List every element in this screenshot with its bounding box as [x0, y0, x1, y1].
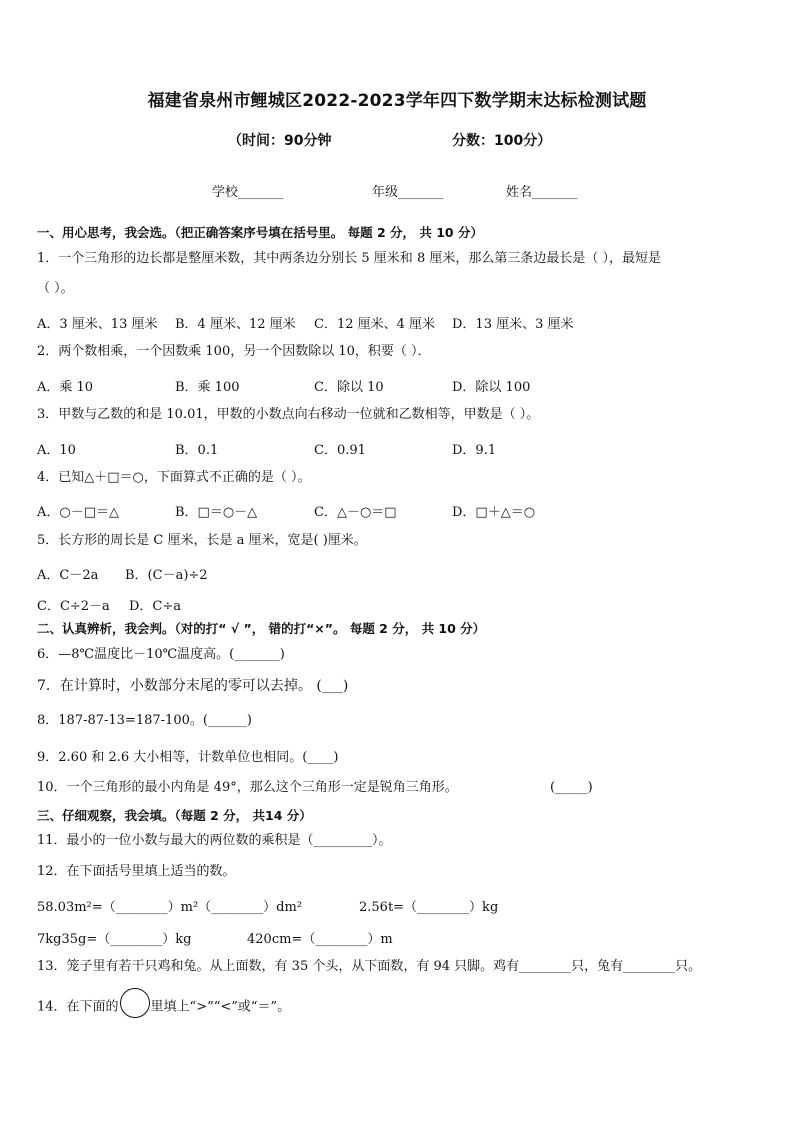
q5-option-a: A．C－2a	[37, 568, 99, 583]
q4-option-d: D．□＋△＝○	[452, 505, 536, 520]
question-12: 12．在下面括号里填上适当的数。	[37, 864, 236, 879]
q4-option-c: C．△－○＝□	[314, 505, 397, 520]
question-1: 1．一个三角形的边长都是整厘米数，其中两条边分别长 5 厘米和 8 厘米，那么第三条边最长是（ ），最短是	[37, 251, 661, 266]
q2-option-d: D．除以 100	[452, 380, 531, 395]
q3-option-c: C．0.91	[314, 443, 366, 458]
school-field: 学校_______	[212, 185, 284, 200]
question-4: 4．已知△＋□＝○，下面算式不正确的是（ ）。	[37, 470, 311, 485]
question-2: 2．两个数相乘，一个因数乘 100，另一个因数除以 10，积要（ ）．	[37, 344, 431, 359]
q5-option-d: D．C÷a	[129, 599, 182, 614]
question-1-continued: （ ）。	[37, 281, 74, 296]
question-13: 13．笼子里有若干只鸡和兔。从上面数，有 35 个头，从下面数，有 94 只脚。鸡有________只，兔有________只。	[37, 959, 702, 974]
page-title: 福建省泉州市鲤城区2022-2023学年四下数学期末达标检测试题	[147, 91, 647, 111]
q4-option-a: A．○－□＝△	[37, 505, 120, 520]
q3-option-a: A．10	[37, 443, 76, 458]
q2-option-b: B．乘 100	[175, 380, 240, 395]
question-14	[37, 996, 290, 1018]
question-14-start: 14．在下面的	[37, 999, 119, 1015]
section-3-heading: 三、仔细观察，我会填。（每题 2 分， 共14 分）	[37, 808, 312, 823]
q12-row2-left: 7kg35g=（________）kg	[37, 932, 192, 947]
exam-score: 分数：100分）	[452, 133, 552, 149]
q5-option-b: B．(C－a)÷2	[125, 568, 208, 583]
q12-row1-left: 58.03m²=（________）m²（________）dm²	[37, 900, 303, 915]
name-field: 姓名_______	[506, 185, 578, 200]
q5-option-c: C．C÷2－a	[37, 599, 110, 614]
question-9: 9．2.60 和 2.6 大小相等，计数单位也相同。(____)	[37, 750, 339, 765]
q1-option-a: A．3 厘米、13 厘米	[37, 317, 158, 332]
question-8: 8．187-87-13=187-100。(______)	[37, 713, 253, 728]
q12-row2-right: 420cm=（________）m	[247, 932, 393, 947]
q12-row1-right: 2.56t=（________）kg	[359, 900, 499, 915]
q3-option-d: D．9.1	[452, 443, 497, 458]
question-3: 3．甲数与乙数的和是 10.01，甲数的小数点向右移动一位就和乙数相等，甲数是（ ）。	[37, 407, 540, 422]
q1-option-c: C．12 厘米、4 厘米	[314, 317, 436, 332]
question-7: 7．在计算时，小数部分末尾的零可以去掉。 (___)	[37, 678, 349, 694]
question-5: 5．长方形的周长是 C 厘米，长是 a 厘米，宽是( )厘米。	[37, 533, 367, 548]
question-10-blank: (_____)	[550, 780, 593, 795]
q2-option-a: A．乘 10	[37, 380, 94, 395]
question-10: 10．一个三角形的最小内角是 49°，那么这个三角形一定是锐角三角形。	[37, 780, 458, 795]
q3-option-b: B．0.1	[175, 443, 219, 458]
circle-blank-icon	[120, 988, 150, 1018]
section-1-heading: 一、用心思考，我会选。（把正确答案序号填在括号里。 每题 2 分， 共 10 分）	[37, 225, 483, 240]
question-6: 6．—8℃温度比－10℃温度高。(_______)	[37, 647, 285, 662]
exam-time: （时间：90分钟	[228, 133, 332, 149]
question-14-end: 里填上“>”“<”或“＝”。	[150, 999, 291, 1015]
question-11: 11．最小的一位小数与最大的两位数的乘积是（_________）。	[37, 833, 392, 848]
q2-option-c: C．除以 10	[314, 380, 384, 395]
q4-option-b: B．□＝○－△	[175, 505, 258, 520]
q1-option-b: B．4 厘米、12 厘米	[175, 317, 296, 332]
q1-option-d: D．13 厘米、3 厘米	[452, 317, 574, 332]
section-2-heading: 二、认真辨析，我会判。（对的打“ √ ”， 错的打“×”。 每题 2 分， 共 10 分）	[37, 621, 486, 636]
grade-field: 年级_______	[372, 185, 444, 200]
